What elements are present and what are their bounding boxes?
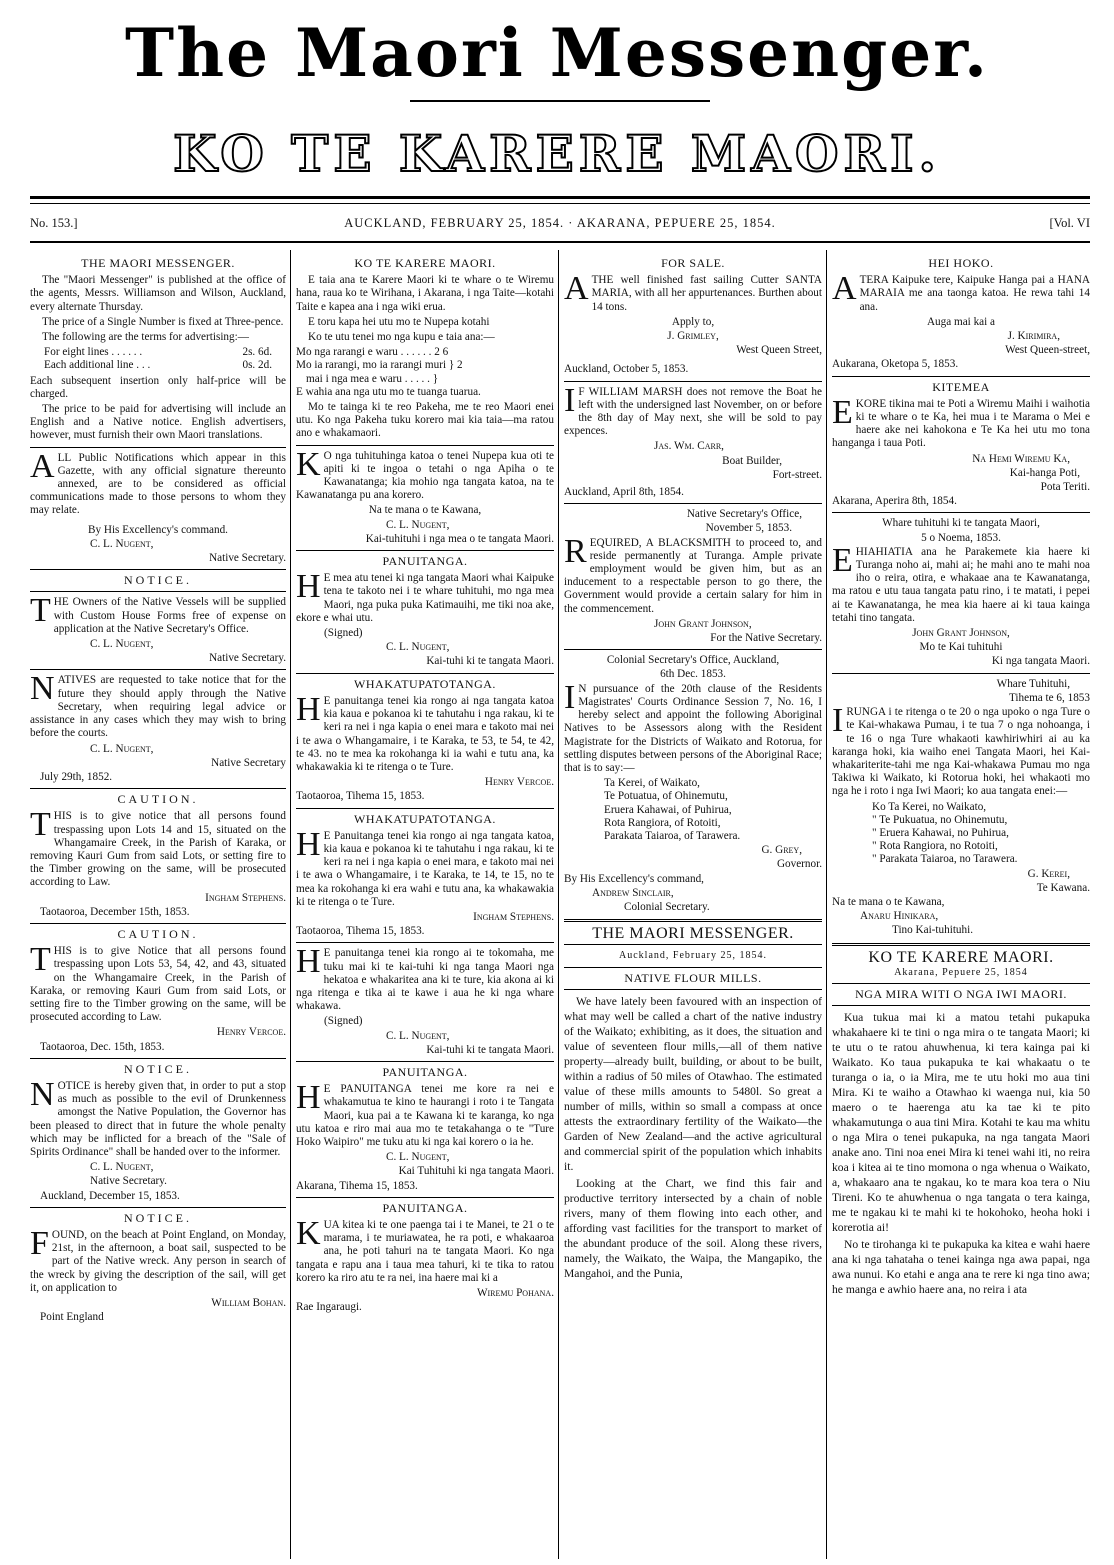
signature-role: Te Kawana. — [1036, 881, 1090, 894]
column-1 — [30, 254, 286, 1557]
notice-paragraph — [296, 825, 554, 909]
signature: John Grant Johnson, — [654, 617, 752, 630]
divider — [30, 591, 286, 592]
ad-title: KO TE KARERE MAORI. — [354, 256, 496, 270]
notice-text: F WILLIAM MARSH does not remove the Boat he left with the undersigned last November, on or before the 8th day of May next, she will be sold to pay expences. — [564, 385, 822, 438]
masthead-title-maori: KO TE KARERE MAORI. — [173, 124, 941, 183]
signature-role: Kai-hanga Poti, — [1009, 466, 1080, 479]
divider — [564, 649, 822, 650]
notice-date: Auckland, October 5, 1853. — [564, 363, 689, 376]
rates-table — [30, 346, 286, 372]
divider — [296, 808, 554, 809]
rate-line: Mo ia rarangi, mo ia rarangi muri } 2 — [296, 359, 463, 372]
drop-cap: T — [30, 592, 51, 630]
notice-paragraph — [296, 690, 554, 774]
signature: G. Kerei, — [1027, 867, 1070, 880]
ad-title: KITEMEA — [932, 379, 990, 394]
notice-paragraph — [30, 941, 286, 1024]
assessor-list-item: " Parakata Taiaroa, no Tarawera. — [872, 853, 1018, 866]
assessor-list — [832, 801, 1090, 867]
notice-date: Taotaoroa, Tihema 15, 1853. — [296, 925, 425, 938]
apply-line: Apply to, — [671, 315, 715, 328]
notice-paragraph — [564, 532, 822, 616]
masthead-title-english: The Maori Messenger. — [125, 14, 989, 92]
authority-line: Na te mana o te Kawana, — [368, 504, 482, 517]
authority-line: By His Excellency's command, — [564, 872, 704, 885]
divider — [564, 503, 822, 504]
notice-date: Akarana, Tihema 15, 1853. — [296, 1179, 418, 1192]
signature: Ingham Stephens. — [473, 910, 554, 923]
ad-title: NOTICE. — [124, 1061, 192, 1076]
drop-cap: H — [296, 568, 321, 606]
notice-paragraph — [30, 1225, 286, 1295]
drop-cap: H — [296, 943, 321, 981]
signature-role: Native Secretary. — [90, 1175, 167, 1188]
column-2 — [296, 254, 554, 1557]
signature: Henry Vercoe. — [484, 776, 554, 789]
notice-date: Taotaoroa, Tihema 15, 1853. — [296, 790, 425, 803]
drop-cap: H — [296, 825, 321, 863]
notice-text: UA kitea ki te one paenga tai i te Manei, te 21 o te marama, i te muriawatea, he ra poti, e whakaaroa ana, he poti tahuri na te tangata Maori. Ko nga tangata e rapu ana i taua mea tahuri, ki te tika to ratou korero ka riro atu te ra nei, ina haere mai ki a — [296, 1219, 554, 1284]
notice-text: LL Public Notifications which appear in this Gazette, with any official signature thereunto annexed, are to be considered as official communications made to those persons to whom they may relate. — [30, 451, 286, 517]
drop-cap: K — [296, 1215, 321, 1252]
office-date: 6th Dec. 1853. — [660, 668, 726, 681]
paragraph: Mo te tainga ki te reo Pakeha, me te reo Maori enei utu. Ko nga Pakeha tuku korero mai kia taia—ma ratou ano e whakamaori. — [296, 401, 554, 440]
drop-cap: T — [30, 806, 51, 844]
notice-text: THE well finished fast sailing Cutter SANTA MARIA, with all her appurtenances. Burthen about 14 tons. — [591, 274, 822, 313]
column-rule — [826, 250, 827, 1559]
notice-text: OUND, on the beach at Point England, on Monday, 21st, in the afternoon, a boat sail, suspected to be part of the Native wreck. Any person in search of the wreck by giving the description of the sail, will get it, on application to — [30, 1229, 286, 1294]
column-rule — [558, 250, 559, 1559]
divider — [296, 445, 554, 446]
notice-date: Auckland, April 8th, 1854. — [564, 486, 684, 499]
ad-title: FOR SALE. — [661, 256, 725, 270]
drop-cap: A — [832, 270, 857, 308]
notice-text: TERA Kaipuke tere, Kaipuke Hanga pai a HANA MARAIA me ana taonga katoa. He rewa tahi 14 ana. — [859, 274, 1090, 313]
divider — [564, 967, 822, 968]
ad-title: PANUITANGA. — [382, 1200, 468, 1215]
masthead-rule — [30, 196, 1090, 204]
notice-paragraph — [832, 541, 1090, 625]
paragraph: E taia ana te Karere Maori ki te whare o te Wiremu hana, raua ko te Wirihana, i Akarana, i nga Taite—kotahi Taite e kapea ana i nga wiki erua. — [296, 274, 554, 313]
notice-paragraph — [564, 381, 822, 439]
paragraph: E wahia ana nga utu mo te tuanga tuarua. — [296, 385, 481, 398]
assessor-list-item: " Eruera Kahawai, no Puhirua, — [872, 826, 1009, 839]
notice-paragraph — [296, 568, 554, 625]
notice-text: E panuitanga tenei kia rongo ai nga tangata katoa kia kaua e pokanoa ki te tahutahu i nga rakau, ki te keri ra nei i nga kapia o enei mara e takoto mai nei i te awa o Whangamaire, i te Karaka, te 53, te 54, te 42, te 43. no te mea ka rokohanga ki ia wahi e tutu ana, ka whakawakia ki te ritenga o te Ture. — [296, 694, 554, 773]
editorial-subtitle: NATIVE FLOUR MILLS. — [624, 970, 762, 985]
divider — [564, 381, 822, 382]
signature-role: Native Secretary — [211, 756, 286, 769]
signature: Henry Vercoe. — [216, 1026, 286, 1039]
paragraph: Each subsequent insertion only half-price will be charged. — [30, 374, 286, 400]
editorial-paragraph: Looking at the Chart, we find this fair and productive territory intersected by a chain of noble rivers, many of them flowing into each other, and affording vast facilities for the transport to market of the abundant produce of the soil. Along these rivers, namely, the Waikato, the Waipa, the Mangapiko, the Mangahoi, and the Punia, — [564, 1176, 822, 1280]
paragraph: The price to be paid for advertising will include an English and a Native notice. English advertisers, however, must furnish their own Maori translations. — [30, 403, 286, 442]
drop-cap: A — [564, 270, 589, 308]
notice-text: HIAHIATIA ana he Parakemete kia haere ki Turanga noho ai, mahi ai; he mahi ano te mahi noa iho o reira, otira, e whakaae ana te Kawanatanga, ma ratou e utu taua tangata patu rino, i te matati, i pepei ai te Kawanatanga, he mea kia haere ai ki taua kainga tetahi tino tangata. — [832, 545, 1090, 624]
notice-date: Akarana, Aperira 8th, 1854. — [832, 495, 957, 508]
notice-place: Rae Ingaraugi. — [296, 1301, 362, 1314]
notice-text: E PANUITANGA tenei me kore ra nei e whakamutua te kino te haurangi i roto i te Tangata Maori, kua pai a te Kawana ki te karanga, ko nga utu katoa e riro mai aua mo te tetakahanga o te "Ture Hoko Waipiro" me tuku atu ki nga kai korero o ia he. — [296, 1083, 554, 1148]
ad-title: NOTICE. — [124, 1210, 192, 1225]
divider — [832, 376, 1090, 377]
notice-date: July 29th, 1852. — [40, 770, 113, 783]
divider — [564, 989, 822, 990]
address: Pota Teriti. — [1040, 481, 1090, 494]
divider — [30, 669, 286, 670]
paragraph: The price of a Single Number is fixed at Three-pence. — [42, 315, 284, 328]
drop-cap: A — [30, 447, 55, 485]
drop-cap: H — [296, 690, 321, 728]
rate-label: Each additional line . . . — [44, 359, 151, 372]
divider — [832, 983, 1090, 984]
notice-paragraph — [564, 678, 822, 775]
divider — [30, 447, 286, 448]
office-line: Whare Tuhituhi, — [996, 677, 1070, 690]
ad-title: HEI HOKO. — [928, 256, 994, 270]
signature-role: Native Secretary. — [209, 652, 286, 665]
signed-label: (Signed) — [324, 627, 363, 640]
assessor-list-item: Parakata Taiaroa, of Tarawera. — [604, 829, 741, 842]
notice-text: RUNGA i te ritenga o te 20 o nga upoko o nga Ture o te Kai-whakawa Pumau, i te tua 7 o nga nohoanga, i te 16 o nga Ture whakaoti kawhiriwhiri ai au ka karanga hoki, kia waiho enei Tangata Maori, hei Kai-whakariterite-tahi me nga Kai-whakawa Pumau mo nga Takiwa ki Waikato, ki Rotorua hoki, hei whakaoti mo nga he i roto i nga Iwi Maori; ko aua tangata enei:— — [832, 706, 1090, 798]
signature: C. L. Nugent, — [386, 1151, 450, 1164]
office-date: 5 o Noema, 1853. — [921, 531, 1001, 544]
notice-text: HIS is to give Notice that all persons found trespassing upon Lots 53, 54, 42, and 43, situated on the Whangamaire Creek, in the Parish of Karaka, or removing Kauri Gum from said Lots, or setting fire to the Timber growing on the same, will be prosecuted according to Law. — [30, 945, 286, 1024]
drop-cap: N — [30, 670, 55, 708]
signature: G. Grey, — [761, 844, 802, 857]
divider — [296, 673, 554, 674]
notice-paragraph — [30, 670, 286, 740]
divider — [30, 788, 286, 789]
column-4 — [832, 254, 1090, 1557]
notice-date: Taotaoroa, December 15th, 1853. — [40, 905, 190, 918]
signature: John Grant Johnson, — [912, 627, 1010, 640]
signature: C. L. Nugent, — [90, 742, 154, 755]
assessor-list-item: Ta Kerei, of Waikato, — [604, 777, 700, 790]
signature: Wiremu Pohana. — [476, 1287, 554, 1300]
divider — [832, 673, 1090, 674]
rate-line: mai i nga mea e waru . . . . . } — [306, 372, 439, 385]
signature: C. L. Nugent, — [386, 1029, 450, 1042]
ad-title: CAUTION. — [117, 926, 199, 941]
notice-text: ATIVES are requested to take notice that for the future they should apply through the Native Secretary, when requiring legal advice or assistance in any cases which they may wish to bring before the courts. — [30, 674, 286, 740]
rate-row — [30, 346, 286, 359]
divider — [564, 944, 822, 945]
drop-cap: H — [296, 1079, 321, 1117]
divider — [30, 1058, 286, 1059]
divider — [30, 569, 286, 570]
signature-role: Kai Tuhituhi ki nga tangata Maori. — [398, 1165, 554, 1178]
notice-text: N pursuance of the 20th clause of the Residents Magistrates' Courts Ordinance Session 7, No. 16, I hereby select and appoint the following Aboriginal Natives to be Assessors along with the Resident Magistrate for the Districts of Waikato and Rotorua, for settling disputes between persons of the Aboriginal Race; that is to say:— — [564, 682, 822, 774]
address: West Queen-street, — [1005, 344, 1090, 357]
assessor-list-item: " Te Pukuatua, no Ohinemutu, — [872, 813, 1008, 826]
signature: Ingham Stephens. — [205, 891, 286, 904]
signature: J. Grimley, — [667, 330, 719, 343]
editorial-date: Auckland, February 25, 1854. — [619, 950, 767, 962]
drop-cap: T — [30, 941, 51, 979]
drop-cap: I — [564, 678, 576, 716]
notice-place: Point England — [40, 1311, 104, 1324]
notice-paragraph — [832, 270, 1090, 314]
drop-cap: R — [564, 532, 587, 570]
apply-line: Auga mai kai a — [926, 315, 996, 328]
drop-cap: K — [296, 445, 321, 483]
notice-paragraph — [30, 592, 286, 636]
authority-line: Na te mana o te Kawana, — [832, 895, 945, 908]
assessor-list-item: " Rota Rangiora, no Rotoiti, — [872, 840, 998, 853]
editorial-paragraph: Kua tukua mai ki a matou tetahi pukapuka whakahaere ki te tini o nga mira o te tangata Maori; ki te utu o te ratou ahuwhenua, ki tera kainga pai ki Waikato. Ko taua pukapuka te kai whakaatu o te turanga o ia, o ia Mira, me te utu hoki mo aua tini Mira. Ki te waiho a Otawhao ki waenga nui, kia 50 maero o te haerenga atu ka tae ki te pito whakamutunga o aua tini Mira. Kotahi te kau ma whitu o nga Mira o tenei pukapuka, na nga tangata Maori anake ano. Tini noa enei Mira ki tenei wahi iti, no reira koa i kitea ai te tino momona o nga whenua o Waikato, a, whakaaro ana te ngakau, ko te mara koa tera o Niu Tireni. Ko te ahuwhenua o nga tangata o tera kainga, me te ngakau ki te mahi ki te hokohoko, heoha hoki i korerotia ai! — [832, 1011, 1090, 1235]
signature: C. L. Nugent, — [90, 1161, 154, 1174]
notice-paragraph — [30, 447, 286, 518]
office-line: Colonial Secretary's Office, Auckland, — [606, 654, 780, 667]
notice-text: EQUIRED, A BLACKSMITH to proceed to, and reside permanently at Turanga. Ample private employment would be given him, but as an inducement to a respectable person to go there, the Government would provide a certain salary for him in the commencement. — [564, 536, 822, 615]
signature-role: Tino Kai-tuhituhi. — [892, 924, 974, 937]
office-date: November 5, 1853. — [705, 522, 792, 535]
rate-value: 0s. 2d. — [242, 359, 272, 372]
divider — [296, 1061, 554, 1062]
dateline-rule — [30, 241, 1090, 243]
signature-role: Ki nga tangata Maori. — [991, 655, 1090, 668]
rate-label: For eight lines . . . . . . — [44, 346, 143, 359]
notice-text: KORE tikina mai te Poti a Wiremu Maihi i waihotia ki te whare o te Ka, hei mua i te Marama o Mei e haere ake nei kahokona e Te Ka hei utu mo tona hanganga i taua Poti. — [832, 397, 1090, 450]
notice-paragraph — [832, 702, 1090, 798]
editorial-title: KO TE KARERE MAORI. — [868, 948, 1054, 966]
signature: Jas. Wm. Carr, — [654, 440, 724, 453]
assessor-list-item: Eruera Kahawai, of Puhirua, — [604, 803, 732, 816]
notice-text: O nga tuhituhinga katoa o tenei Nupepa kua oti te apiti ki te ingoa o tetahi o nga Apiha o te Kawanatanga; kia mohio nga tangata katoa, na te Kawanatanga pu ana korero. — [296, 449, 554, 502]
signature: C. L. Nugent, — [90, 638, 154, 651]
divider — [832, 512, 1090, 513]
signature: C. L. Nugent, — [386, 641, 450, 654]
signature: J. Kirimira, — [1007, 330, 1060, 343]
rate-value: 2s. 6d. — [242, 346, 272, 359]
signature: William Bohan. — [211, 1297, 286, 1310]
paragraph: E toru kapa hei utu mo te Nupepa kotahi — [308, 315, 490, 328]
signature: Andrew Sinclair, — [592, 886, 674, 899]
address: Fort-street. — [772, 468, 822, 481]
assessor-list-item: Rota Rangiora, of Rotoiti, — [604, 816, 721, 829]
signed-label: (Signed) — [324, 1015, 363, 1028]
title-rule — [410, 100, 710, 102]
signature-role: Kai-tuhi ki te tangata Maori. — [426, 1043, 554, 1056]
office-date: Tihema te 6, 1853 — [1008, 691, 1090, 704]
divider — [832, 1005, 1090, 1006]
ad-title: NOTICE. — [124, 573, 192, 588]
divider — [30, 1207, 286, 1208]
editorial-title: THE MAORI MESSENGER. — [592, 925, 794, 943]
drop-cap: E — [832, 541, 853, 579]
notice-paragraph — [30, 806, 286, 889]
notice-paragraph — [30, 1075, 286, 1159]
ad-title: THE MAORI MESSENGER. — [81, 256, 235, 270]
notice-paragraph — [296, 943, 554, 1013]
signature: Na Hemi Wiremu Ka, — [972, 452, 1070, 465]
signature-role: Colonial Secretary. — [624, 900, 710, 913]
notice-paragraph — [296, 1215, 554, 1285]
divider — [296, 942, 554, 943]
ad-title: PANUITANGA. — [382, 554, 468, 569]
signature-role: For the Native Secretary. — [710, 632, 822, 645]
signature-role: Mo te Kai tuhituhi — [919, 641, 1003, 654]
ad-title: WHAKATUPATOTANGA. — [354, 811, 496, 826]
signature-role: Native Secretary. — [209, 552, 286, 565]
notice-paragraph — [832, 393, 1090, 451]
divider — [296, 550, 554, 551]
authority-line: By His Excellency's command. — [88, 523, 228, 536]
editorial-date: Akarana, Pepuere 25, 1854 — [894, 966, 1028, 978]
volume: [Vol. VI — [1049, 216, 1090, 230]
issue-date: AUCKLAND, FEBRUARY 25, 1854. · AKARANA, PEPUERE 25, 1854. — [344, 216, 776, 230]
drop-cap: N — [30, 1075, 55, 1113]
notice-date: Aukarana, Oketopa 5, 1853. — [832, 358, 959, 371]
signature-role: Governor. — [776, 858, 822, 871]
notice-paragraph — [564, 270, 822, 314]
notice-text: E mea atu tenei ki nga tangata Maori whai Kaipuke tena te takoto nei i te whare tuhituhi, mo nga mea Maori, nga puka puka Katimauihi, me tiki noa ake, ekore e whai utu. — [296, 572, 554, 624]
drop-cap: I — [832, 702, 844, 740]
assessor-list-item: Ko Ta Kerei, no Waikato, — [872, 800, 987, 813]
paragraph: Ko te utu tenei mo nga kupu e taia ana:— — [308, 331, 495, 344]
signature: C. L. Nugent, — [386, 518, 450, 531]
notice-text: OTICE is hereby given that, in order to put a stop as much as possible to the evil of Drunkenness amongst the Native Population, the Governor has been pleased to direct that in future the whole penalty which may be inflicted for a breach of the "Sale of Spirits Ordinance" shall be handed over to the informer. — [30, 1079, 286, 1158]
ad-title: CAUTION. — [117, 792, 199, 807]
editorial-paragraph: We have lately been favoured with an inspection of what may well be called a chart of the native industry of the Waikato; exhibiting, as it does, the situation and value of seventeen flour mills,—all of them native property—already built, building, or about to be built, within a radius of 50 miles of Otawhao. The estimated value of these mills amounts to 5480l. So great a number of mills, within so small a compass at once attests the extraordinary fertility of the Waikato—the Garden of New Zealand—and the active agricultural and commercial spirit of the population which inhabits it. — [564, 994, 822, 1173]
masthead — [0, 0, 1114, 200]
paragraph: The following are the terms for advertising:— — [42, 331, 249, 344]
column-rule — [290, 250, 291, 1559]
office-line: Native Secretary's Office, — [686, 508, 802, 521]
notice-date: Taotaoroa, Dec. 15th, 1853. — [40, 1040, 165, 1053]
signature: Anaru Hinikara, — [860, 910, 939, 923]
divider — [30, 923, 286, 924]
address: West Queen Street, — [736, 344, 822, 357]
office-line: Whare tuhituhi ki te tangata Maori, — [882, 517, 1040, 530]
rate-row — [30, 359, 286, 372]
dateline — [30, 216, 1090, 236]
drop-cap: F — [30, 1225, 49, 1262]
divider — [564, 919, 822, 922]
drop-cap: I — [564, 381, 576, 419]
notice-date: Auckland, December 15, 1853. — [40, 1189, 180, 1202]
notice-text: HE Owners of the Native Vessels will be supplied with Custom House Forms free of expense on application at the Native Secretary's Office. — [53, 596, 286, 635]
signature-role: Kai-tuhi ki te tangata Maori. — [426, 655, 554, 668]
signature-role: Boat Builder, — [722, 454, 782, 467]
column-3 — [564, 254, 822, 1557]
notice-text: HIS is to give notice that all persons found trespassing upon Lots 14 and 15, situated on the Whangamaire Creek, in the Parish of Karaka, or removing Kauri Gum from said Lots, or setting fire to the Timber growing on the same, will be prosecuted according to Law. — [30, 810, 286, 889]
assessor-list — [564, 777, 822, 843]
rate-line: Mo nga rarangi e waru . . . . . . 2 6 — [296, 346, 449, 359]
assessor-list-item: Te Potuatua, of Ohinemutu, — [604, 790, 728, 803]
notice-paragraph — [296, 445, 554, 503]
ad-title: WHAKATUPATOTANGA. — [354, 676, 496, 691]
divider — [296, 1197, 554, 1198]
drop-cap: E — [832, 393, 853, 431]
signature: C. L. Nugent, — [90, 537, 154, 550]
issue-number: No. 153.] — [30, 216, 78, 230]
signature-role: Kai-tuhituhi i nga mea o te tangata Maori. — [365, 532, 554, 545]
divider — [832, 943, 1090, 946]
editorial-paragraph: No te tirohanga ki te pukapuka ka kitea e wahi haere ana ki nga tahataha o tenei kainga nga awa papai, nga awa nunui. Ko etahi e anga ana te rere ki nga tino awa; he manga e awhio haere ana, no reira i ata — [832, 1238, 1090, 1297]
editorial-subtitle: NGA MIRA WITI O NGA IWI MAORI. — [855, 986, 1067, 1001]
paragraph: The "Maori Messenger" is published at the office of the agents, Messrs. Williamson and Wilson, Auckland, every alternate Thursday. — [30, 274, 286, 313]
notice-text: E panuitanga tenei kia rongo ai te tokomaha, me tuku mai ki te kai-tuhi ki nga tanga Maori nga hekatoa e whakaritea ana ki te ture, kia akona ai ki nga ritenga e tika ai te kawe i aua he ki nga whare whakawa. — [296, 947, 554, 1013]
ad-title: PANUITANGA. — [382, 1064, 468, 1079]
notice-text: E Panuitanga tenei kia rongo ai nga tangata katoa, kia kaua e pokanoa ki te tahutahu i nga rakau, ki te keri ra nei i nga kapia o enei mara, e takoto mai nei i te awa o Whangamaire, i te Karaka, te 14, te 15, no te mea ka rokohanga ki era wahi e tutu ana, ka whakawakia ki te ritenga o te Ture. — [296, 829, 554, 908]
notice-paragraph — [296, 1079, 554, 1149]
